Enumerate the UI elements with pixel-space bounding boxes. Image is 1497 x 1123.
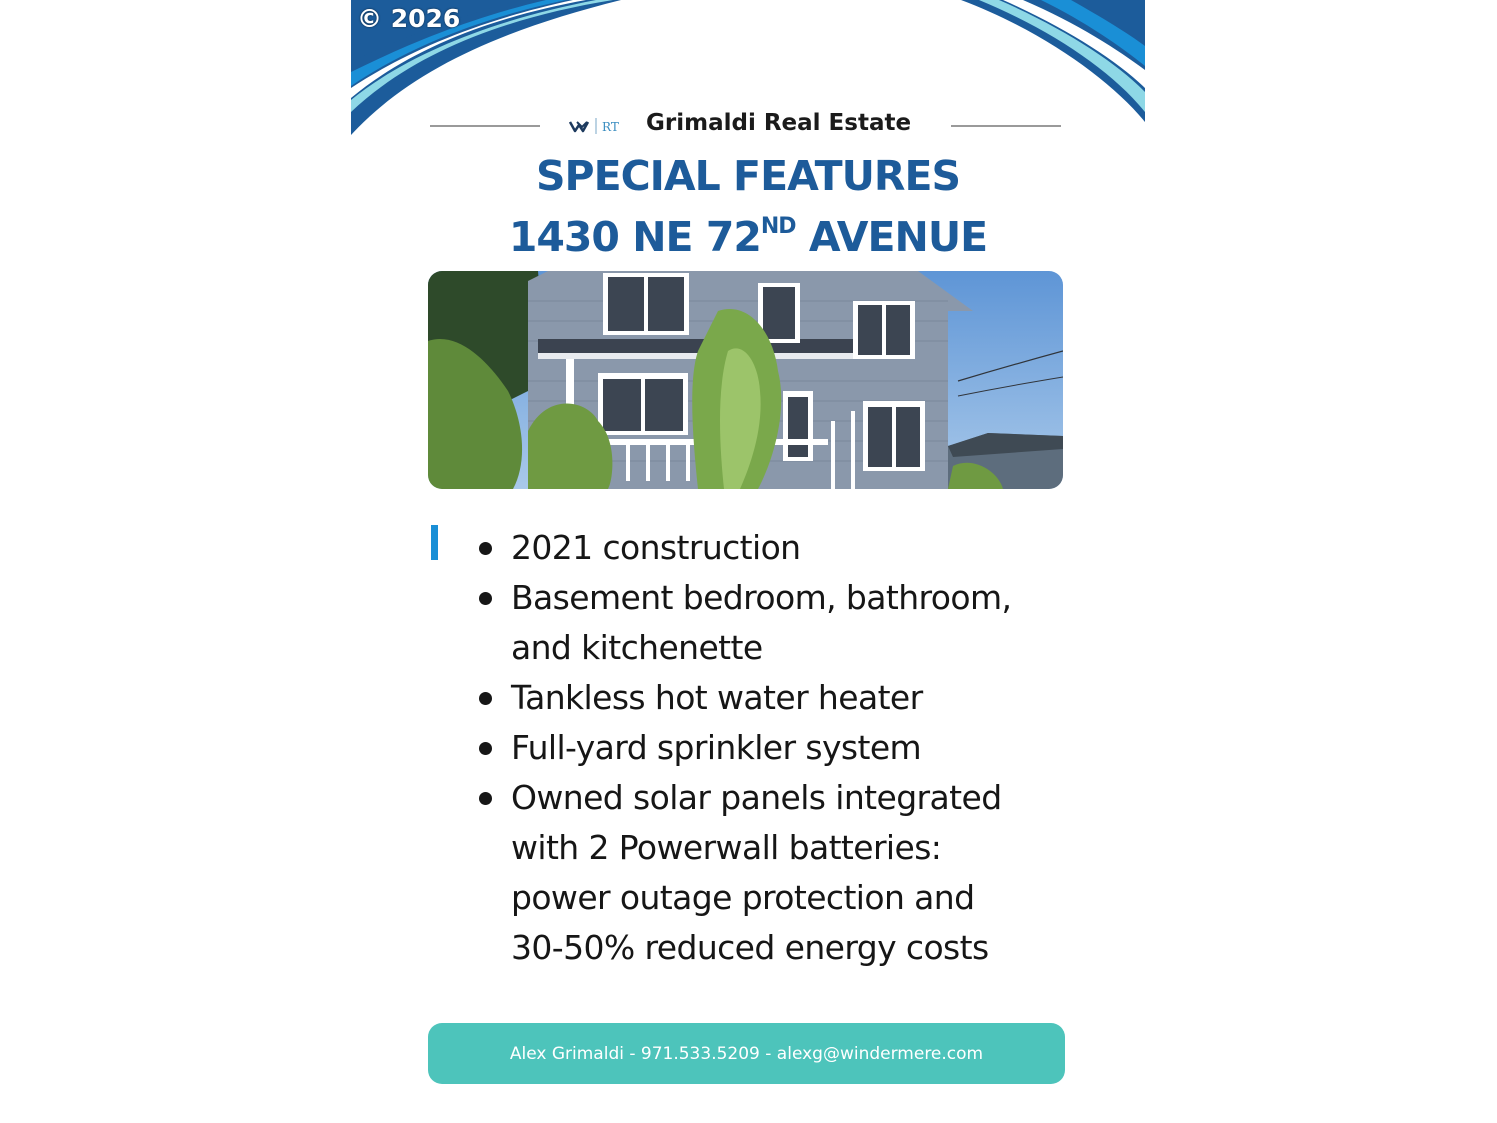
property-photo bbox=[428, 271, 1063, 489]
bullet-icon bbox=[479, 692, 492, 705]
list-item bbox=[473, 773, 1033, 973]
divider-left bbox=[430, 125, 540, 127]
brand-logo-icon bbox=[569, 116, 627, 136]
address-main: 1430 NE 72 bbox=[508, 213, 761, 261]
feature-text: Full-yard sprinkler system bbox=[511, 728, 922, 767]
property-address bbox=[351, 213, 1145, 261]
feature-text: Basement bedroom, bathroom, and kitchenette bbox=[511, 578, 1012, 667]
feature-text: Owned solar panels integrated with 2 Powerwall batteries: power outage protection and 30-50% reduced energy costs bbox=[511, 778, 1002, 967]
list-item bbox=[473, 673, 1033, 723]
copyright-notice: © 2026 bbox=[357, 4, 461, 33]
svg-text:RT: RT bbox=[602, 120, 619, 134]
page-title: SPECIAL FEATURES bbox=[536, 152, 960, 200]
brand-name: Grimaldi Real Estate bbox=[646, 110, 912, 136]
feature-text: Tankless hot water heater bbox=[511, 678, 923, 717]
list-item bbox=[473, 523, 1033, 573]
bullet-icon bbox=[479, 792, 492, 805]
address-street-type: AVENUE bbox=[795, 213, 988, 261]
list-item bbox=[473, 573, 1033, 673]
features-list bbox=[473, 523, 1033, 973]
feature-text: 2021 construction bbox=[511, 528, 801, 567]
flyer bbox=[351, 0, 1145, 1123]
bullet-icon bbox=[479, 592, 492, 605]
accent-bar bbox=[431, 525, 438, 560]
divider-right bbox=[951, 125, 1061, 127]
list-item bbox=[473, 723, 1033, 773]
bullet-icon bbox=[479, 742, 492, 755]
address-ordinal: ND bbox=[760, 214, 796, 239]
bullet-icon bbox=[479, 542, 492, 555]
brand-header bbox=[430, 108, 1062, 144]
contact-banner: Alex Grimaldi - 971.533.5209 - alexg@windermere.com bbox=[428, 1023, 1065, 1084]
